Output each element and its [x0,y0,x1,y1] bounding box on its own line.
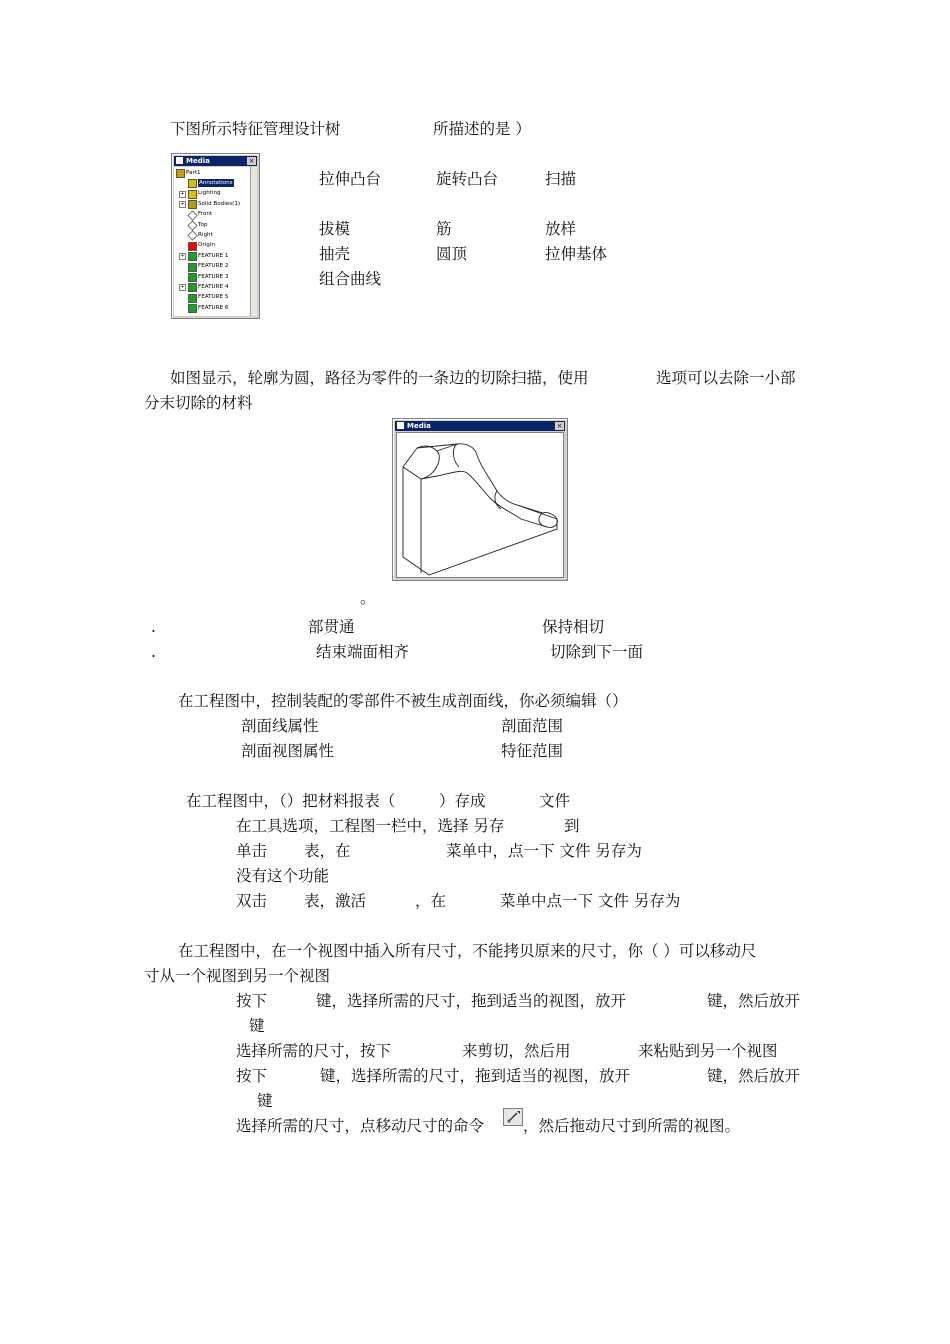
q1-option: 放样 [545,220,577,238]
q1-option: 拔模 [319,220,351,238]
q1-option: 抽壳 [319,245,351,263]
tree-item-label[interactable]: Annotations [199,179,233,186]
q5-stem-line1: 在工程图中，在一个视图中插入所有尺寸，不能拷贝原来的尺寸，你（ ）可以移动尺 [178,942,757,960]
part-icon [176,169,185,178]
q5-option-a-part: 键，选择所需的尺寸，拖到适当的视图，放开 [316,992,627,1010]
q5-option-a: 按下 [236,992,268,1010]
tree-item-label[interactable]: FEATURE 5 [198,294,229,301]
tree-item-label[interactable]: Right [198,231,213,238]
q1-option: 旋转凸台 [436,170,499,188]
feature-tree-titlebar [174,156,257,166]
feature-manager-tree [174,167,251,316]
q2-circle-mark: 。 [360,589,376,607]
feature-icon [188,252,197,261]
q3-option-a: 剖面线属性 [241,717,319,735]
q5-option-b: 选择所需的尺寸，按下 [236,1042,392,1060]
q1-option: 筋 [436,220,452,238]
q5-option-d-tail: ，然后拖动尺寸到所需的视图。 [523,1117,741,1135]
sweep-image-title: Media [407,422,431,430]
plane-icon [187,220,197,230]
lighting-icon [188,190,197,199]
q3-stem: 在工程图中，控制装配的零部件不被生成剖面线，你必须编辑（） [178,692,628,710]
origin-icon [188,242,197,251]
q2-stem-b: 选项可以去除一小部 [656,369,796,387]
expand-toggle-icon[interactable]: + [180,284,185,291]
q5-option-b-tail: 来粘贴到另一个视图 [638,1042,778,1060]
move-dimension-icon [503,1108,523,1126]
q2-stem-a: 如图显示，轮廓为圆，路径为零件的一条边的切除扫描，使用 [170,369,589,387]
tree-item-label[interactable]: Part1 [186,169,201,176]
q1-stem-b: 所描述的是 ） [433,120,531,138]
q4-option-d: 双击 [236,892,268,910]
q4-option-a-tail: 到 [564,817,580,835]
q1-option: 扫描 [545,170,577,188]
feature-icon [188,263,197,272]
q4-stem-b: ）存成 [439,792,486,810]
q2-stem-line2: 分末切除的材料 [144,394,253,412]
feature-tree-title: Media [186,157,210,165]
q5-option-d: 选择所需的尺寸，点移动尺寸的命令 [236,1117,485,1135]
move-dimension-icon-glyph [504,1109,522,1125]
q3-option-b: 剖面范围 [501,717,564,735]
q4-option-d-part: ，在 [415,892,447,910]
solid-bodies-icon [188,200,197,209]
q2-option-b: 保持相切 [542,618,605,636]
tree-item-label[interactable]: FEATURE 3 [198,273,229,280]
q1-option: 圆顶 [436,245,468,263]
q1-option: 组合曲线 [319,270,382,288]
plane-icon [187,210,197,220]
expand-toggle-icon[interactable]: + [180,253,185,260]
q4-option-d-tail: 菜单中点一下 文件 另存为 [500,892,681,910]
tree-item-label[interactable]: FEATURE 2 [198,263,229,270]
tree-item-label[interactable]: FEATURE 4 [198,283,229,290]
q4-stem-a: 在工程图中，（）把材料报表（ [186,792,396,810]
q5-option-c: 按下 [236,1067,268,1085]
q1-stem-a: 下图所示特征管理设计树 [170,120,341,138]
q4-option-a: 在工具选项，工程图一栏中，选择 另存 [236,817,505,835]
q5-option-a-part: 键，然后放开 [707,992,801,1010]
q2-option-d: 切除到下一面 [550,643,644,661]
q5-option-b-part: 来剪切，然后用 [462,1042,571,1060]
q5-option-a-tail: 键 [249,1017,265,1035]
q4-option-b-tail: 菜单中，点一下 文件 另存为 [446,842,642,860]
sweep-cut-model-image [396,432,564,578]
sweep-image-window [392,418,568,581]
q1-option: 拉伸基体 [545,245,608,263]
tree-item-label[interactable]: Front [198,211,213,218]
plane-icon [187,231,197,241]
tree-scrollbar[interactable] [250,167,257,316]
tree-item-label[interactable]: Top [198,221,208,228]
q5-option-c-part: 键，选择所需的尺寸，拖到适当的视图，放开 [320,1067,631,1085]
q1-option: 拉伸凸台 [319,170,382,188]
tree-item-label[interactable]: FEATURE 1 [198,252,229,259]
close-icon[interactable]: × [248,157,255,165]
q5-option-c-part: 键，然后放开 [707,1067,801,1085]
q2-option-a: 部贯通 [308,618,355,636]
expand-toggle-icon[interactable]: + [180,190,185,197]
annotations-icon [188,179,197,188]
tree-item-label[interactable]: Lighting [198,190,221,197]
q4-option-b: 单击 [236,842,268,860]
q4-option-b-part: 表，在 [304,842,351,860]
feature-icon [188,283,197,292]
feature-icon [188,304,197,313]
feature-icon [188,273,197,282]
media-app-icon [176,157,183,164]
q5-option-c-tail: 键 [257,1092,273,1110]
q2-option-c: 结束端面相齐 [316,643,410,661]
media-app-icon [397,422,404,429]
q4-option-c: 没有这个功能 [236,867,330,885]
feature-icon [188,294,197,303]
q4-stem-c: 文件 [539,792,571,810]
expand-toggle-icon[interactable]: + [180,201,185,208]
q3-option-d: 特征范围 [501,742,564,760]
sweep-image-titlebar [395,421,565,431]
close-icon[interactable]: × [556,422,563,430]
tree-item-label[interactable]: Solid Bodies(1) [198,200,241,207]
q2-row2-bullet: . [151,643,156,661]
q4-option-d-part: 表，激活 [304,892,367,910]
feature-tree-window [171,153,260,319]
tree-item-label[interactable]: Origin [198,242,215,249]
tree-item-label[interactable]: FEATURE 6 [198,304,229,311]
q2-row1-bullet: . [151,618,156,636]
q3-option-c: 剖面视图属性 [241,742,335,760]
q5-stem-line2: 寸从一个视图到另一个视图 [144,967,331,985]
